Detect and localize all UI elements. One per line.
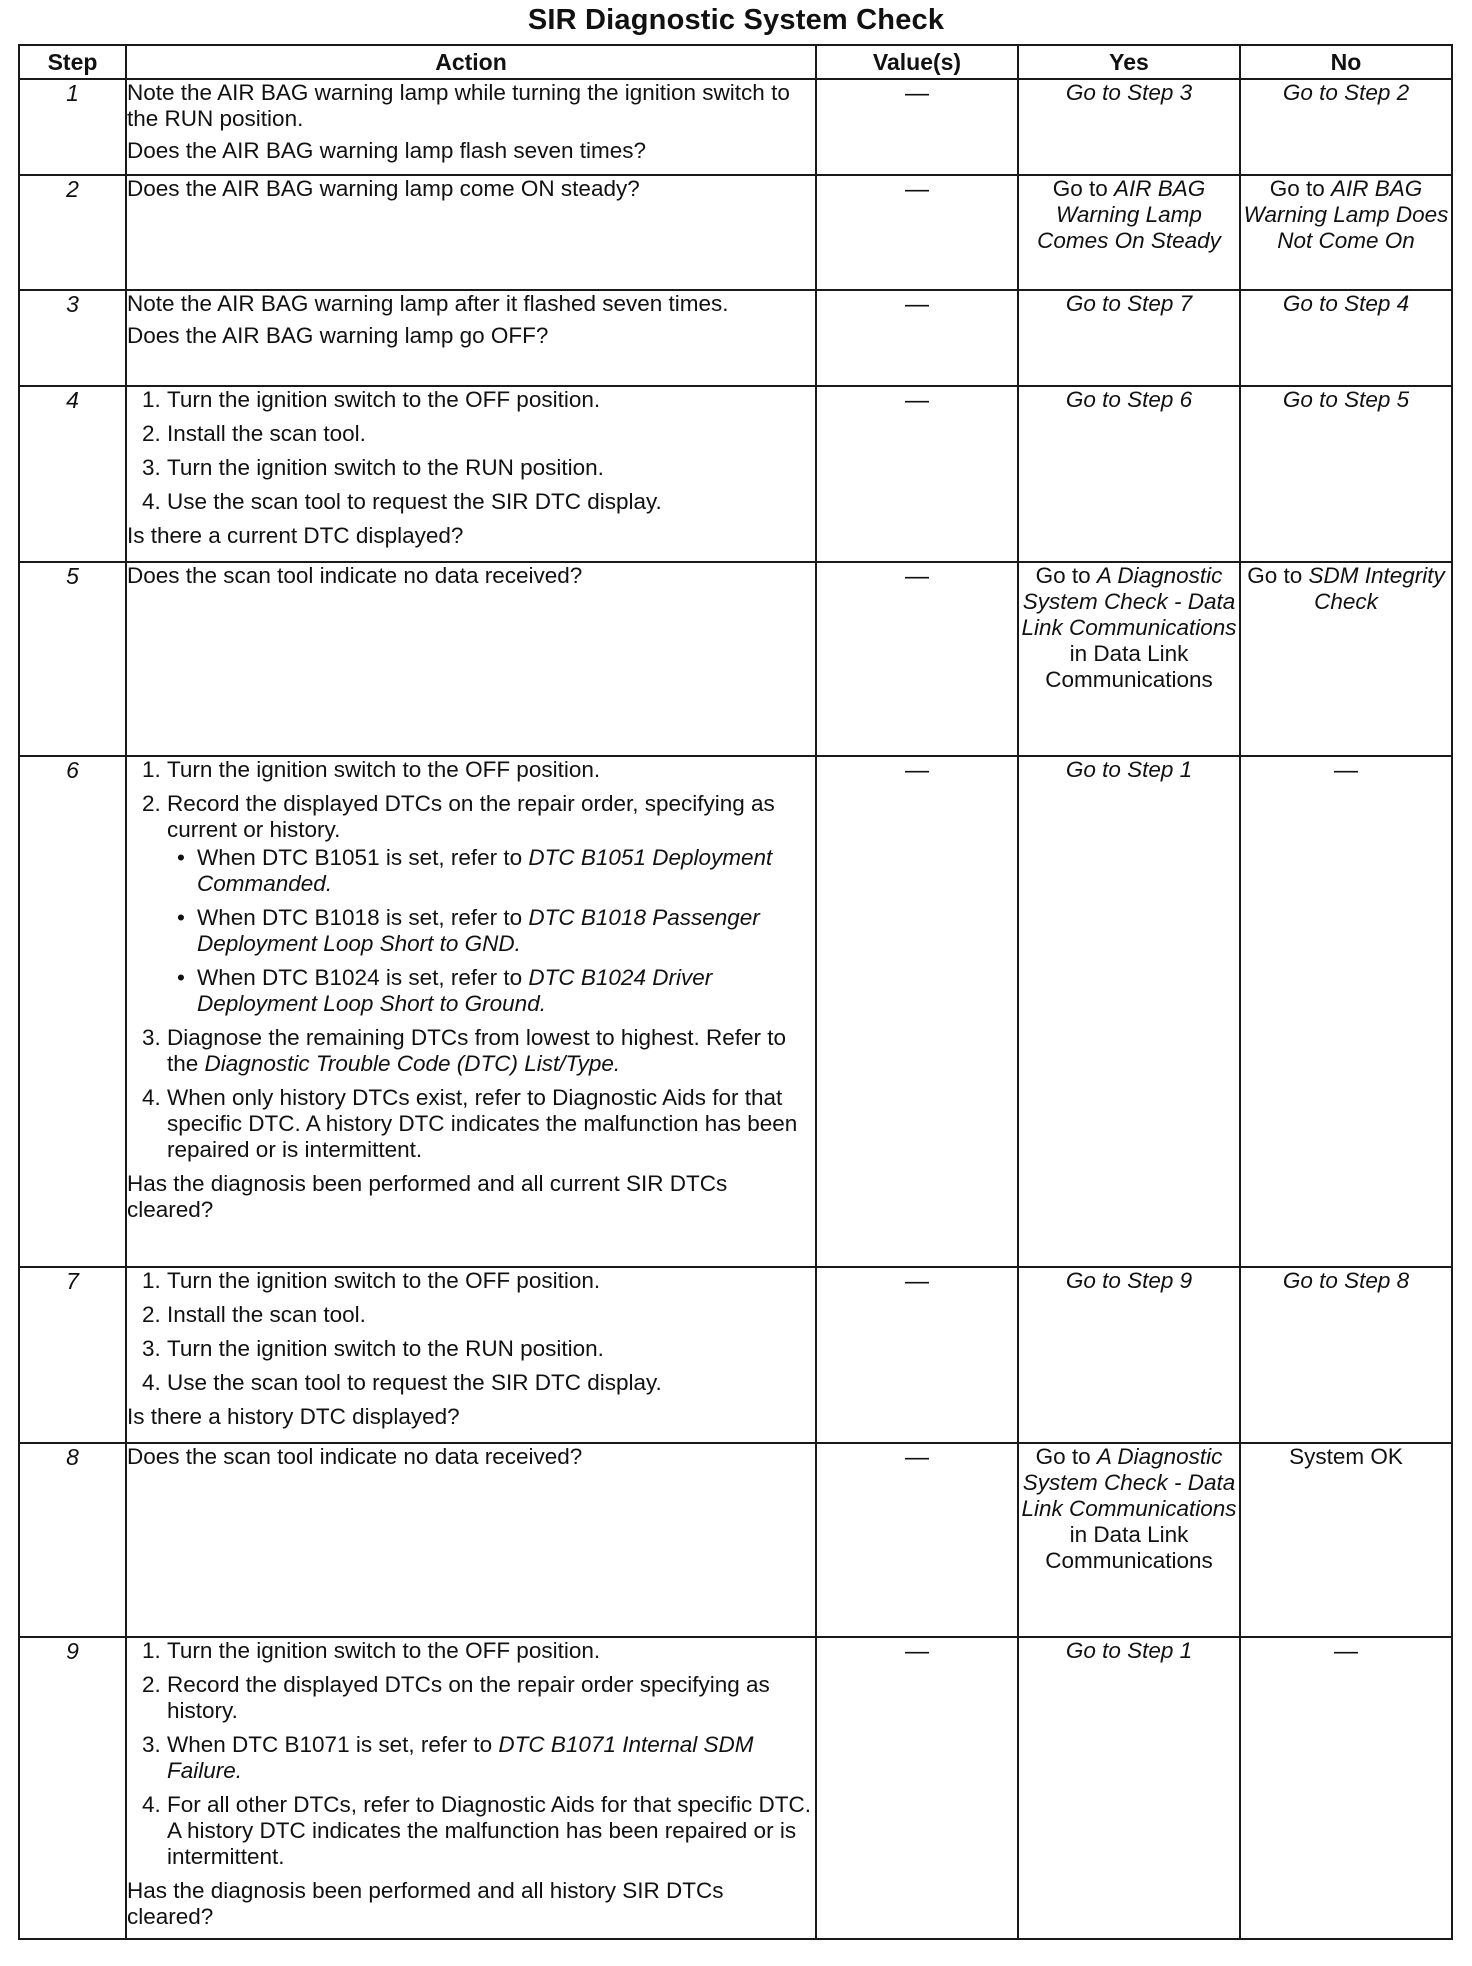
yes-link[interactable]: Go to Step 3: [1018, 79, 1240, 175]
yes-cell: [1018, 562, 1240, 756]
no-prefix: Go to: [1269, 176, 1325, 201]
header-step: Step: [19, 45, 126, 79]
table-row: [19, 386, 1452, 562]
action-lead: Note the AIR BAG warning lamp while turning the ignition switch to the RUN position.: [127, 80, 790, 131]
action-question: Has the diagnosis been performed and all current SIR DTCs cleared?: [127, 1171, 728, 1222]
no-cell: —: [1240, 1637, 1452, 1939]
action-lead: Note the AIR BAG warning lamp after it flashed seven times.: [127, 291, 729, 316]
bullet-item: [197, 845, 815, 897]
action-question: Does the scan tool indicate no data received?: [127, 1444, 583, 1469]
yes-suffix: in Data Link Communications: [1045, 641, 1213, 692]
action-question: Does the AIR BAG warning lamp go OFF?: [127, 323, 549, 348]
table-row: [19, 562, 1452, 756]
no-link[interactable]: Go to Step 2: [1240, 79, 1452, 175]
header-row: [19, 45, 1452, 79]
action-cell: [126, 79, 816, 175]
header-values: Value(s): [816, 45, 1018, 79]
value-cell: —: [816, 290, 1018, 386]
header-yes: Yes: [1018, 45, 1240, 79]
action-item: 3. Turn the ignition switch to the RUN position.: [167, 1336, 815, 1362]
no-link[interactable]: Go to Step 4: [1240, 290, 1452, 386]
action-question: Does the scan tool indicate no data received?: [127, 563, 583, 588]
step-number: 1: [19, 79, 126, 175]
action-item: 2. Record the displayed DTCs on the repair order specifying as history.: [167, 1672, 815, 1724]
step-number: 8: [19, 1443, 126, 1637]
action-cell: [126, 386, 816, 562]
value-cell: —: [816, 175, 1018, 290]
action-item: 1. Turn the ignition switch to the OFF position.: [167, 757, 815, 783]
dtc-b1018-link[interactable]: DTC B1018 Passenger Deployment Loop Short to GND.: [197, 905, 760, 956]
diagnostic-table: [18, 44, 1453, 1940]
no-result: System OK: [1240, 1443, 1452, 1637]
action-item: 4. When only history DTCs exist, refer to Diagnostic Aids for that specific DTC. A history DTC indicates the malfunction has been repaired or is intermittent.: [167, 1085, 815, 1163]
action-steps: [127, 757, 815, 1163]
yes-link[interactable]: AIR BAG Warning Lamp Comes On Steady: [1037, 176, 1221, 253]
action-question: Has the diagnosis been performed and all history SIR DTCs cleared?: [127, 1878, 724, 1929]
bullet-item: [197, 965, 815, 1017]
value-cell: —: [816, 1443, 1018, 1637]
action-cell: [126, 175, 816, 290]
table-row: [19, 1267, 1452, 1443]
dtc-b1071-link[interactable]: DTC B1071 Internal SDM Failure.: [167, 1732, 754, 1783]
action-question: Does the AIR BAG warning lamp flash seven times?: [127, 138, 646, 163]
step-number: 2: [19, 175, 126, 290]
action-item: 3. Turn the ignition switch to the RUN position.: [167, 455, 815, 481]
action-item: 2. Install the scan tool.: [167, 1302, 815, 1328]
step-number: 9: [19, 1637, 126, 1939]
yes-cell: [1018, 175, 1240, 290]
action-item: 4. Use the scan tool to request the SIR DTC display.: [167, 1370, 815, 1396]
no-prefix: Go to: [1247, 563, 1303, 588]
header-action: Action: [126, 45, 816, 79]
action-steps: [127, 387, 815, 515]
yes-link[interactable]: Go to Step 1: [1018, 756, 1240, 1267]
action-steps: [127, 1268, 815, 1396]
action-item: 4. Use the scan tool to request the SIR DTC display.: [167, 489, 815, 515]
step-number: 3: [19, 290, 126, 386]
table-row: [19, 290, 1452, 386]
action-cell: [126, 1267, 816, 1443]
yes-cell: [1018, 1443, 1240, 1637]
yes-suffix: in Data Link Communications: [1045, 1522, 1213, 1573]
table-row: [19, 79, 1452, 175]
value-cell: —: [816, 1267, 1018, 1443]
no-cell: [1240, 175, 1452, 290]
action-item: 1. Turn the ignition switch to the OFF position.: [167, 387, 815, 413]
step-number: 5: [19, 562, 126, 756]
no-link[interactable]: AIR BAG Warning Lamp Does Not Come On: [1243, 176, 1449, 253]
action-cell: [126, 1637, 816, 1939]
yes-prefix: Go to: [1035, 563, 1091, 588]
step-number: 7: [19, 1267, 126, 1443]
table-row: [19, 756, 1452, 1267]
action-item: 1. Turn the ignition switch to the OFF position.: [167, 1638, 815, 1664]
yes-link[interactable]: A Diagnostic System Check - Data Link Communications: [1021, 563, 1237, 640]
table-row: [19, 1637, 1452, 1939]
yes-link[interactable]: Go to Step 6: [1018, 386, 1240, 562]
dtc-bullets: [167, 845, 815, 1017]
bullet-text: When DTC B1018 is set, refer to: [197, 905, 523, 930]
bullet-text: When DTC B1024 is set, refer to: [197, 965, 523, 990]
header-no: No: [1240, 45, 1452, 79]
yes-prefix: Go to: [1052, 176, 1108, 201]
action-item: [167, 791, 815, 1017]
yes-prefix: Go to: [1035, 1444, 1091, 1469]
dtc-b1051-link[interactable]: DTC B1051 Deployment Commanded.: [197, 845, 773, 896]
action-item: 4. For all other DTCs, refer to Diagnostic Aids for that specific DTC. A history DTC indicates the malfunction has been repaired or is intermittent.: [167, 1792, 815, 1870]
page-title: SIR Diagnostic System Check: [527, 4, 945, 36]
no-link[interactable]: Go to Step 8: [1240, 1267, 1452, 1443]
action-item: 1. Turn the ignition switch to the OFF position.: [167, 1268, 815, 1294]
yes-link[interactable]: Go to Step 7: [1018, 290, 1240, 386]
yes-link[interactable]: Go to Step 1: [1018, 1637, 1240, 1939]
no-link[interactable]: Go to Step 5: [1240, 386, 1452, 562]
table-row: [19, 1443, 1452, 1637]
value-cell: —: [816, 386, 1018, 562]
action-question: Is there a current DTC displayed?: [127, 523, 464, 548]
action-question: Does the AIR BAG warning lamp come ON steady?: [127, 176, 640, 201]
table-row: [19, 175, 1452, 290]
bullet-item: [197, 905, 815, 957]
dtc-list-link[interactable]: Diagnostic Trouble Code (DTC) List/Type.: [204, 1051, 621, 1076]
action-item: [167, 1732, 815, 1784]
action-item: 2. Install the scan tool.: [167, 421, 815, 447]
action-item: [167, 1025, 815, 1077]
value-cell: —: [816, 79, 1018, 175]
no-cell: [1240, 562, 1452, 756]
action-cell: [126, 562, 816, 756]
action-item-text: When DTC B1071 is set, refer to: [167, 1732, 493, 1757]
step-number: 6: [19, 756, 126, 1267]
value-cell: —: [816, 1637, 1018, 1939]
action-steps: [127, 1638, 815, 1870]
action-item-text: Record the displayed DTCs on the repair order, specifying as current or history.: [167, 791, 775, 842]
yes-link[interactable]: Go to Step 9: [1018, 1267, 1240, 1443]
value-cell: —: [816, 562, 1018, 756]
no-link[interactable]: SDM Integrity Check: [1308, 563, 1445, 614]
action-cell: [126, 1443, 816, 1637]
step-number: 4: [19, 386, 126, 562]
action-cell: [126, 756, 816, 1267]
no-cell: —: [1240, 756, 1452, 1267]
yes-link[interactable]: A Diagnostic System Check - Data Link Communications: [1021, 1444, 1237, 1521]
action-item-text: Diagnose the remaining DTCs from lowest to highest. Refer to the: [167, 1025, 787, 1076]
action-question: Is there a history DTC displayed?: [127, 1404, 460, 1429]
value-cell: —: [816, 756, 1018, 1267]
action-cell: [126, 290, 816, 386]
dtc-b1024-link[interactable]: DTC B1024 Driver Deployment Loop Short to Ground.: [197, 965, 713, 1016]
bullet-text: When DTC B1051 is set, refer to: [197, 845, 523, 870]
